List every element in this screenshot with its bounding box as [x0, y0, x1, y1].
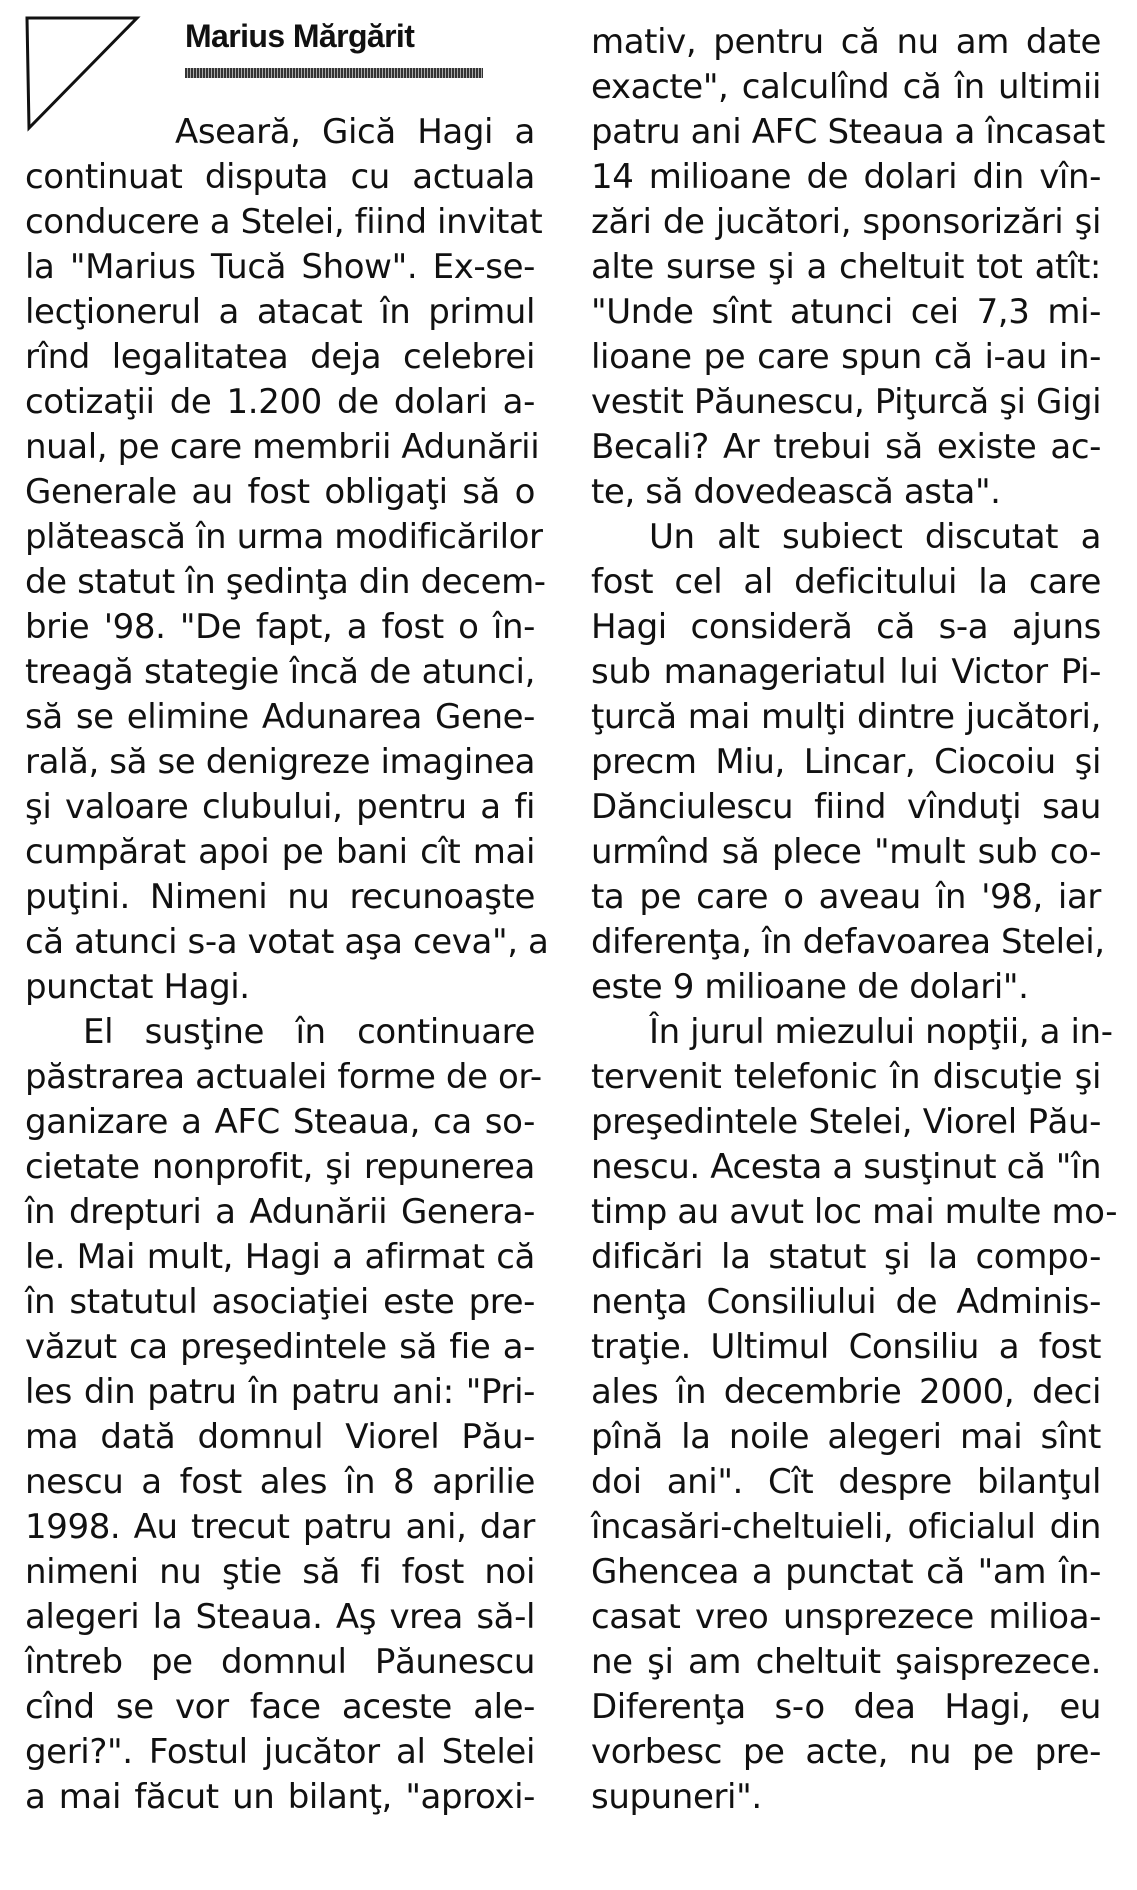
text-line: de statut în şedinţa din decem-	[25, 562, 546, 602]
text-line: cînd se vor face aceste ale-	[25, 1687, 535, 1727]
text-line: Generale au fost obligaţi să o	[25, 472, 535, 512]
text-line: a mai făcut un bilanţ, "aproxi-	[25, 1777, 535, 1817]
text-line: zări de jucători, sponsorizări şi	[591, 202, 1101, 242]
text-line: ganizare a AFC Steaua, ca so-	[25, 1102, 535, 1142]
text-line: nenţa Consiliului de Adminis-	[591, 1282, 1101, 1322]
text-line: alte surse şi a cheltuit tot atît:	[591, 247, 1101, 287]
text-line: să se elimine Adunarea Gene-	[25, 697, 535, 737]
text-line: este 9 milioane de dolari".	[591, 967, 1029, 1007]
text-line: şi valoare clubului, pentru a fi	[25, 787, 535, 827]
text-line: pînă la noile alegeri mai sînt	[591, 1417, 1101, 1457]
text-line: brie '98. "De fapt, a fost o în-	[25, 607, 535, 647]
text-line: doi ani". Cît despre bilanţul	[591, 1462, 1101, 1502]
text-line: În jurul miezului nopţii, a in-	[649, 1012, 1113, 1052]
text-line: continuat disputa cu actuala	[25, 157, 535, 197]
text-line: păstrarea actualei forme de or-	[25, 1057, 542, 1097]
text-line: les din patru în patru ani: "Pri-	[25, 1372, 535, 1412]
right-column	[591, 20, 1118, 1820]
text-line: geri?". Fostul jucător al Stelei	[25, 1732, 535, 1772]
text-line: alegeri la Steaua. Aş vrea să-l	[25, 1597, 535, 1637]
text-line: casat vreo unsprezece milioa-	[591, 1597, 1101, 1637]
text-line: ne şi am cheltuit şaisprezece.	[591, 1642, 1101, 1682]
text-line: exacte", calculînd că în ultimii	[591, 67, 1101, 107]
text-line: în drepturi a Adunării Genera-	[25, 1192, 535, 1232]
text-line: ales în decembrie 2000, deci	[591, 1372, 1101, 1412]
text-line: lioane pe care spun că i-au in-	[591, 337, 1101, 377]
text-line: precm Miu, Lincar, Ciocoiu şi	[591, 742, 1101, 782]
text-line: cotizaţii de 1.200 de dolari a-	[25, 382, 535, 422]
text-line: diferenţa, în defavoarea Stelei,	[591, 922, 1105, 962]
left-column	[25, 110, 549, 1820]
text-line: nescu a fost ales în 8 aprilie	[25, 1462, 535, 1502]
text-line: cietate nonprofit, şi repunerea	[25, 1147, 535, 1187]
text-line: nimeni nu ştie să fi fost noi	[25, 1552, 535, 1592]
text-line: treagă stategie încă de atunci,	[25, 652, 535, 692]
text-line: vorbesc pe acte, nu pe pre-	[591, 1732, 1101, 1772]
text-line: punctat Hagi.	[25, 967, 250, 1007]
author-underline	[185, 68, 483, 78]
text-line: cumpărat apoi pe bani cît mai	[25, 832, 535, 872]
text-line: patru ani AFC Steaua a încasat	[591, 112, 1105, 152]
text-line: Aseară, Gică Hagi a	[175, 112, 535, 152]
text-line: nual, pe care membrii Adunării	[25, 427, 540, 467]
text-line: încasări-cheltuieli, oficialul din	[591, 1507, 1101, 1547]
text-line: la "Marius Tucă Show". Ex-se-	[25, 247, 535, 287]
text-line: 1998. Au trecut patru ani, dar	[25, 1507, 535, 1547]
text-line: întreb pe domnul Păunescu	[25, 1642, 535, 1682]
text-line: ţurcă mai mulţi dintre jucători,	[591, 697, 1101, 737]
text-line: dificări la statut şi la compo-	[591, 1237, 1101, 1277]
text-line: lecţionerul a atacat în primul	[25, 292, 535, 332]
text-line: rală, să se denigreze imaginea	[25, 742, 536, 782]
text-line: El susţine în continuare	[83, 1012, 535, 1052]
author-name: Marius Mărgărit	[185, 18, 415, 54]
text-line: fost cel al deficitului la care	[591, 562, 1101, 602]
text-line: urmînd să plece "mult sub co-	[591, 832, 1101, 872]
text-line: în statutul asociaţiei este pre-	[25, 1282, 535, 1322]
text-line: mativ, pentru că nu am date	[591, 22, 1101, 62]
text-line: Ghencea a punctat că "am în-	[591, 1552, 1101, 1592]
text-line: 14 milioane de dolari din vîn-	[591, 157, 1101, 197]
text-line: Un alt subiect discutat a	[649, 517, 1101, 557]
text-line: traţie. Ultimul Consiliu a fost	[591, 1327, 1101, 1367]
text-line: văzut ca preşedintele să fie a-	[25, 1327, 535, 1367]
text-line: nescu. Acesta a susţinut că "în	[591, 1147, 1102, 1187]
text-line: supuneri".	[591, 1777, 762, 1817]
text-line: Diferenţa s-o dea Hagi, eu	[591, 1687, 1101, 1727]
text-line: puţini. Nimeni nu recunoaşte	[25, 877, 535, 917]
text-line: te, să dovedească asta".	[591, 472, 1001, 512]
text-line: sub manageriatul lui Victor Pi-	[591, 652, 1101, 692]
text-line: conducere a Stelei, fiind invitat	[25, 202, 543, 242]
text-line: preşedintele Stelei, Viorel Pău-	[591, 1102, 1101, 1142]
text-line: vestit Păunescu, Piţurcă şi Gigi	[591, 382, 1102, 422]
text-line: ma dată domnul Viorel Pău-	[25, 1417, 535, 1457]
text-line: le. Mai mult, Hagi a afirmat că	[25, 1237, 535, 1277]
text-line: tervenit telefonic în discuţie şi	[591, 1057, 1101, 1097]
text-line: Dănciulescu fiind vînduţi sau	[591, 787, 1101, 827]
text-line: ta pe care o aveau în '98, iar	[591, 877, 1101, 917]
text-line: rînd legalitatea deja celebrei	[25, 337, 535, 377]
text-line: că atunci s-a votat aşa ceva", a	[25, 922, 549, 962]
text-line: plătească în urma modificărilor	[25, 517, 543, 557]
text-line: Hagi consideră că s-a ajuns	[591, 607, 1101, 647]
text-line: "Unde sînt atunci cei 7,3 mi-	[591, 292, 1101, 332]
text-line: timp au avut loc mai multe mo-	[591, 1192, 1118, 1232]
text-line: Becali? Ar trebui să existe ac-	[591, 427, 1101, 467]
